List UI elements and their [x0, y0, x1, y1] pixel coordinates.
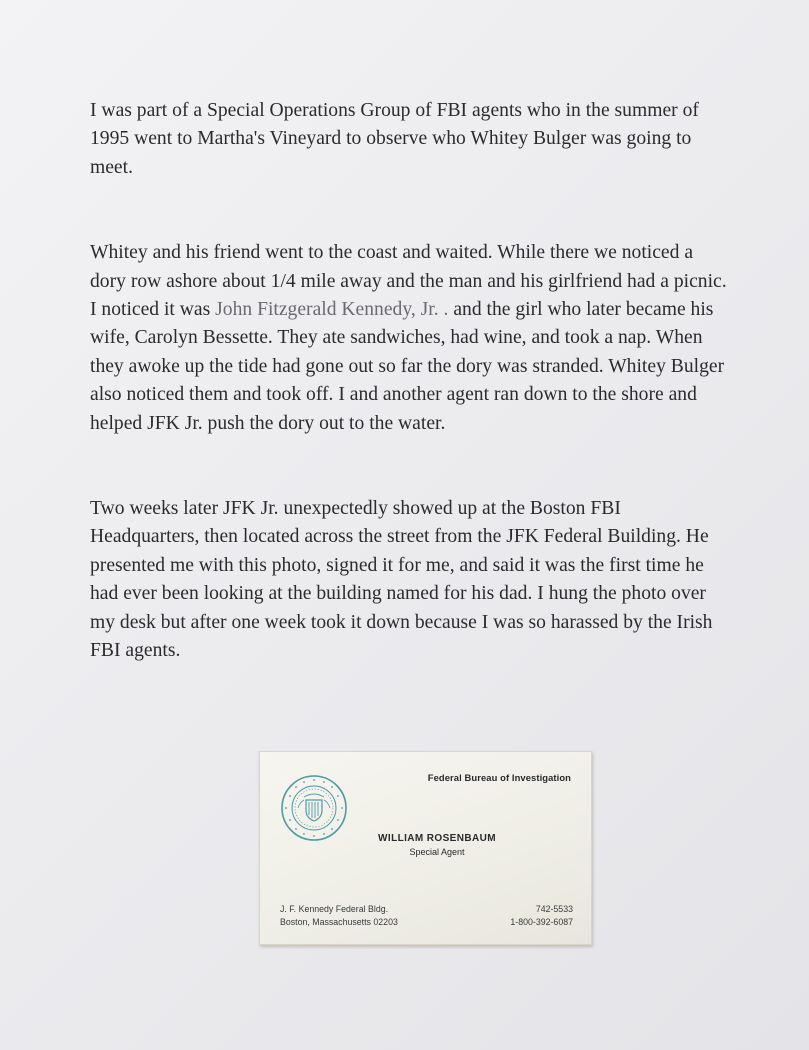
card-address [280, 903, 398, 929]
card-agent-name: WILLIAM ROSENBAUM [378, 833, 496, 844]
paragraph-2-start: Whitey and his friend went to the coast and waited. While there we noticed a dory row ashore about 1/4 mile away and the man and his girlfriend had a picnic. I noticed it was [90, 242, 727, 321]
jfk-jr-name: John Fitzgerald Kennedy, Jr. . [215, 299, 449, 321]
card-agent-title: Special Agent [409, 847, 465, 857]
card-address-line-2: Boston, Massachusetts 02203 [280, 917, 398, 927]
fbi-seal-icon [280, 774, 348, 842]
card-address-line-1: J. F. Kennedy Federal Bldg. [280, 904, 389, 914]
card-phones [510, 903, 573, 929]
card-phone-local: 742-5533 [535, 904, 573, 914]
paragraph-2 [90, 239, 730, 438]
paragraph-2-end: and the girl who later became his wife, Carolyn Bessette. They ate sandwiches, had wine, and took a nap. When they awoke up the tide had gone out so far the dory was stranded. Whitey Bulger also noticed them and took off. I and another agent ran down to the shore and helped JFK Jr. push the dory out to the water. [90, 299, 725, 434]
letter-body [90, 97, 730, 666]
paragraph-3: Two weeks later JFK Jr. unexpectedly showed up at the Boston FBI Headquarters, then located across the street from the JFK Federal Building. He presented me with this photo, signed it for me, and said it was the first time he had ever been looking at the building named for his dad. I hung the photo over my desk but after one week took it down because I was so harassed by the Irish FBI agents. [90, 498, 713, 662]
card-phone-tollfree: 1-800-392-6087 [510, 917, 573, 927]
fbi-business-card [259, 751, 592, 945]
card-agency-name: Federal Bureau of Investigation [427, 772, 571, 783]
paragraph-1: I was part of a Special Operations Group of FBI agents who in the summer of 1995 went to Martha's Vineyard to observe who Whitey Bulger was going to meet. [90, 100, 699, 178]
